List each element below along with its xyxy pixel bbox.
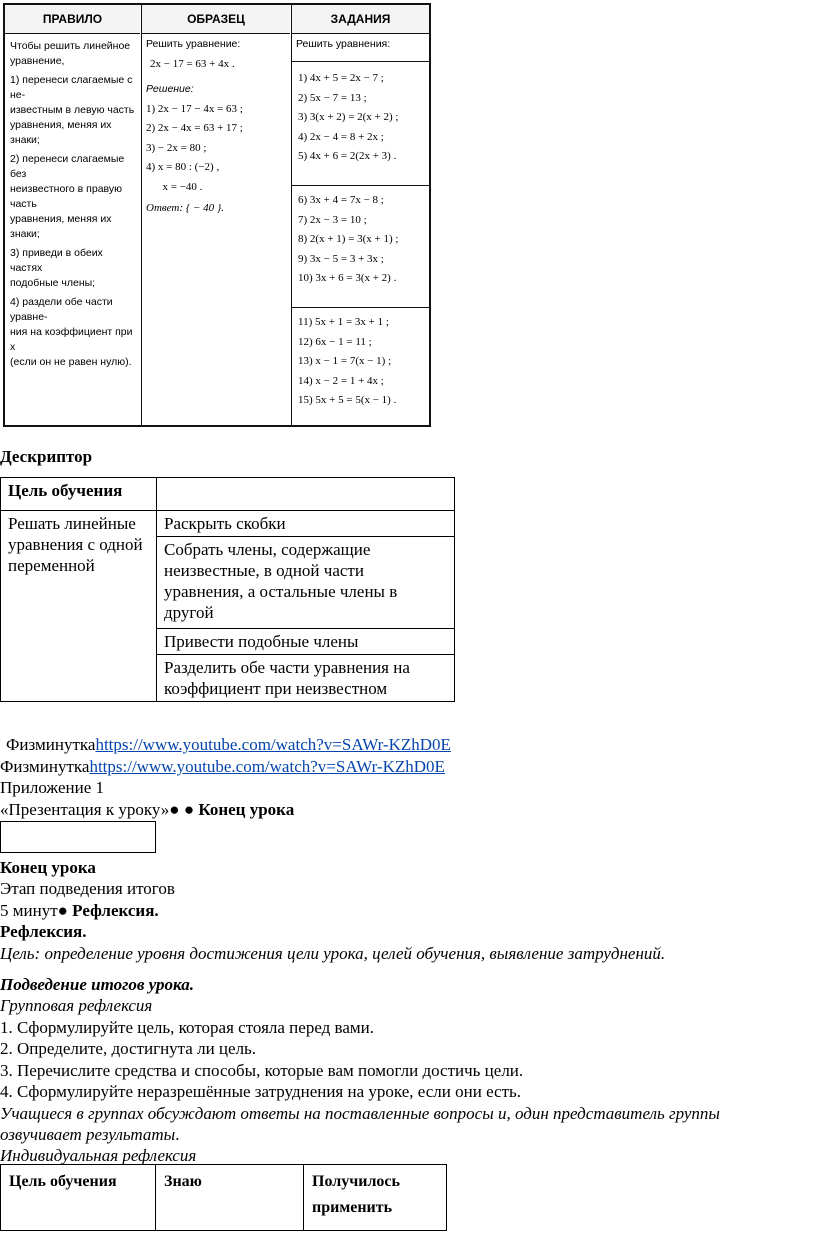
- reflection-col-applied: Получилось применить: [304, 1165, 447, 1231]
- rule-text: Чтобы решить линейное уравнение, 1) перенеси слагаемые с не- известным в левую часть уравнения, меняя их знаки; 2) перенеси слагаемые без неизвестного в правую часть уравнения, меняя их знаки; 3) приведи в обеих частях подобные члены; 4) раздели обе части уравне- ния на коэффициент при x (если он не равен нулю).: [10, 40, 135, 368]
- rule-table-image: [3, 3, 431, 427]
- solution-step: x = −40 .: [146, 180, 203, 193]
- criteria-header: [157, 478, 455, 511]
- end-heading: Конец урока: [0, 858, 96, 877]
- header-tasks: ЗАДАНИЯ: [292, 5, 429, 34]
- criterion-cell: Собрать члены, содержащие неизвестные, в одной части уравнения, а остальные члены в другой: [157, 537, 455, 629]
- column-divider: [141, 5, 142, 425]
- fizminutka-label: Физминутка: [0, 757, 90, 776]
- question: 3. Перечислите средства и способы, которые вам помогли достичь цели.: [0, 1061, 524, 1080]
- column-divider: [291, 5, 292, 425]
- fizminutka-line: [0, 757, 445, 777]
- solution-step: 1) 2x − 17 − 4x = 63 ;: [146, 102, 243, 115]
- answer: Ответ: { − 40 }.: [146, 202, 224, 214]
- empty-box: [0, 821, 156, 853]
- task-group-2: 6) 3x + 4 = 7x − 8 ; 7) 2x − 3 = 10 ; 8) 2(x + 1) = 3(x + 1) ; 9) 3x − 5 = 3 + 3x ; 10) 3x + 6 = 3(x + 2) .: [298, 194, 399, 284]
- sample-block: [146, 35, 288, 219]
- reflection-col-know: Знаю: [156, 1165, 304, 1231]
- solution-label: Решение:: [146, 83, 194, 95]
- reflection-inline: Рефлексия.: [72, 901, 159, 920]
- question: 1. Сформулируйте цель, которая стояла перед вами.: [0, 1018, 374, 1037]
- solution-step: 4) x = 80 : (−2) ,: [146, 161, 220, 173]
- goal-header: Цель обучения: [1, 478, 157, 511]
- reflection-heading: Рефлексия.: [0, 922, 87, 941]
- row-divider: [291, 61, 431, 62]
- fizminutka-label: Физминутка: [6, 735, 96, 754]
- reflection-col-goal: Цель обучения: [1, 1165, 156, 1231]
- question: 2. Определите, достигнута ли цель.: [0, 1039, 257, 1058]
- solution-step: 3) − 2x = 80 ;: [146, 141, 207, 154]
- group-reflection: Групповая рефлексия: [0, 996, 153, 1015]
- bullet-icon: ●: [57, 901, 68, 920]
- task-group-3: 11) 5x + 1 = 3x + 1 ; 12) 6x − 1 = 11 ; 13) x − 1 = 7(x − 1) ; 14) x − 2 = 1 + 4x ; 15) 5x + 5 = 5(x − 1) .: [298, 316, 397, 406]
- appendix: Приложение 1: [0, 778, 104, 797]
- group-note-end: озвучивает результаты.: [0, 1125, 180, 1144]
- goal-cell: Решать линейные уравнения с одной переменной: [1, 511, 157, 702]
- minutes-line: [0, 901, 159, 921]
- group-note: Учащиеся в группах обсуждают ответы на поставленные вопросы и, один представитель группы: [0, 1104, 720, 1123]
- presentation-title: «Презентация к уроку»: [0, 800, 170, 819]
- end-label: Конец урока: [198, 800, 295, 819]
- fizminutka-link[interactable]: https://www.youtube.com/watch?v=SAWr-KZhD0E: [89, 757, 445, 776]
- goal-line: Цель: определение уровня достижения цели урока, целей обучения, выявление затруднений.: [0, 944, 666, 963]
- task-group-1: 1) 4x + 5 = 2x − 7 ; 2) 5x − 7 = 13 ; 3) 3(x + 2) = 2(x + 2) ; 4) 2x − 4 = 8 + 2x ; 5) 4x + 6 = 2(2x + 3) .: [298, 72, 399, 162]
- fizminutka-line: [6, 735, 451, 755]
- header-rule: ПРАВИЛО: [5, 5, 140, 34]
- sample-title: Решить уравнение:: [146, 38, 241, 50]
- fizminutka-link[interactable]: https://www.youtube.com/watch?v=SAWr-KZhD0E: [95, 735, 451, 754]
- solution-step: 2) 2x − 4x = 63 + 17 ;: [146, 122, 243, 134]
- summary-heading: Подведение итогов урока.: [0, 975, 194, 994]
- minutes-text: 5 минут: [0, 901, 58, 920]
- presentation-line: [0, 800, 294, 820]
- sample-equation: 2x − 17 = 63 + 4x .: [150, 57, 235, 70]
- stage-line: Этап подведения итогов: [0, 879, 175, 898]
- criterion-cell: Раскрыть скобки: [157, 511, 455, 537]
- reflection-table: [0, 1164, 447, 1231]
- row-divider: [291, 307, 431, 308]
- descriptor-table: [0, 477, 455, 702]
- question: 4. Сформулируйте неразрешённые затруднения на уроке, если они есть.: [0, 1082, 522, 1101]
- bullet-icon: ●: [183, 800, 195, 819]
- header-sample: ОБРАЗЕЦ: [142, 5, 290, 34]
- individual-reflection: Индивидуальная рефлексия: [0, 1146, 197, 1165]
- descriptor-heading: Дескриптор: [0, 447, 93, 466]
- criterion-cell: Привести подобные члены: [157, 629, 455, 655]
- criterion-cell: Разделить обе части уравнения на коэффициент при неизвестном: [157, 655, 455, 702]
- row-divider: [291, 185, 431, 186]
- tasks-title: Решить уравнения:: [296, 38, 391, 50]
- bullet-icon: ●: [169, 800, 180, 819]
